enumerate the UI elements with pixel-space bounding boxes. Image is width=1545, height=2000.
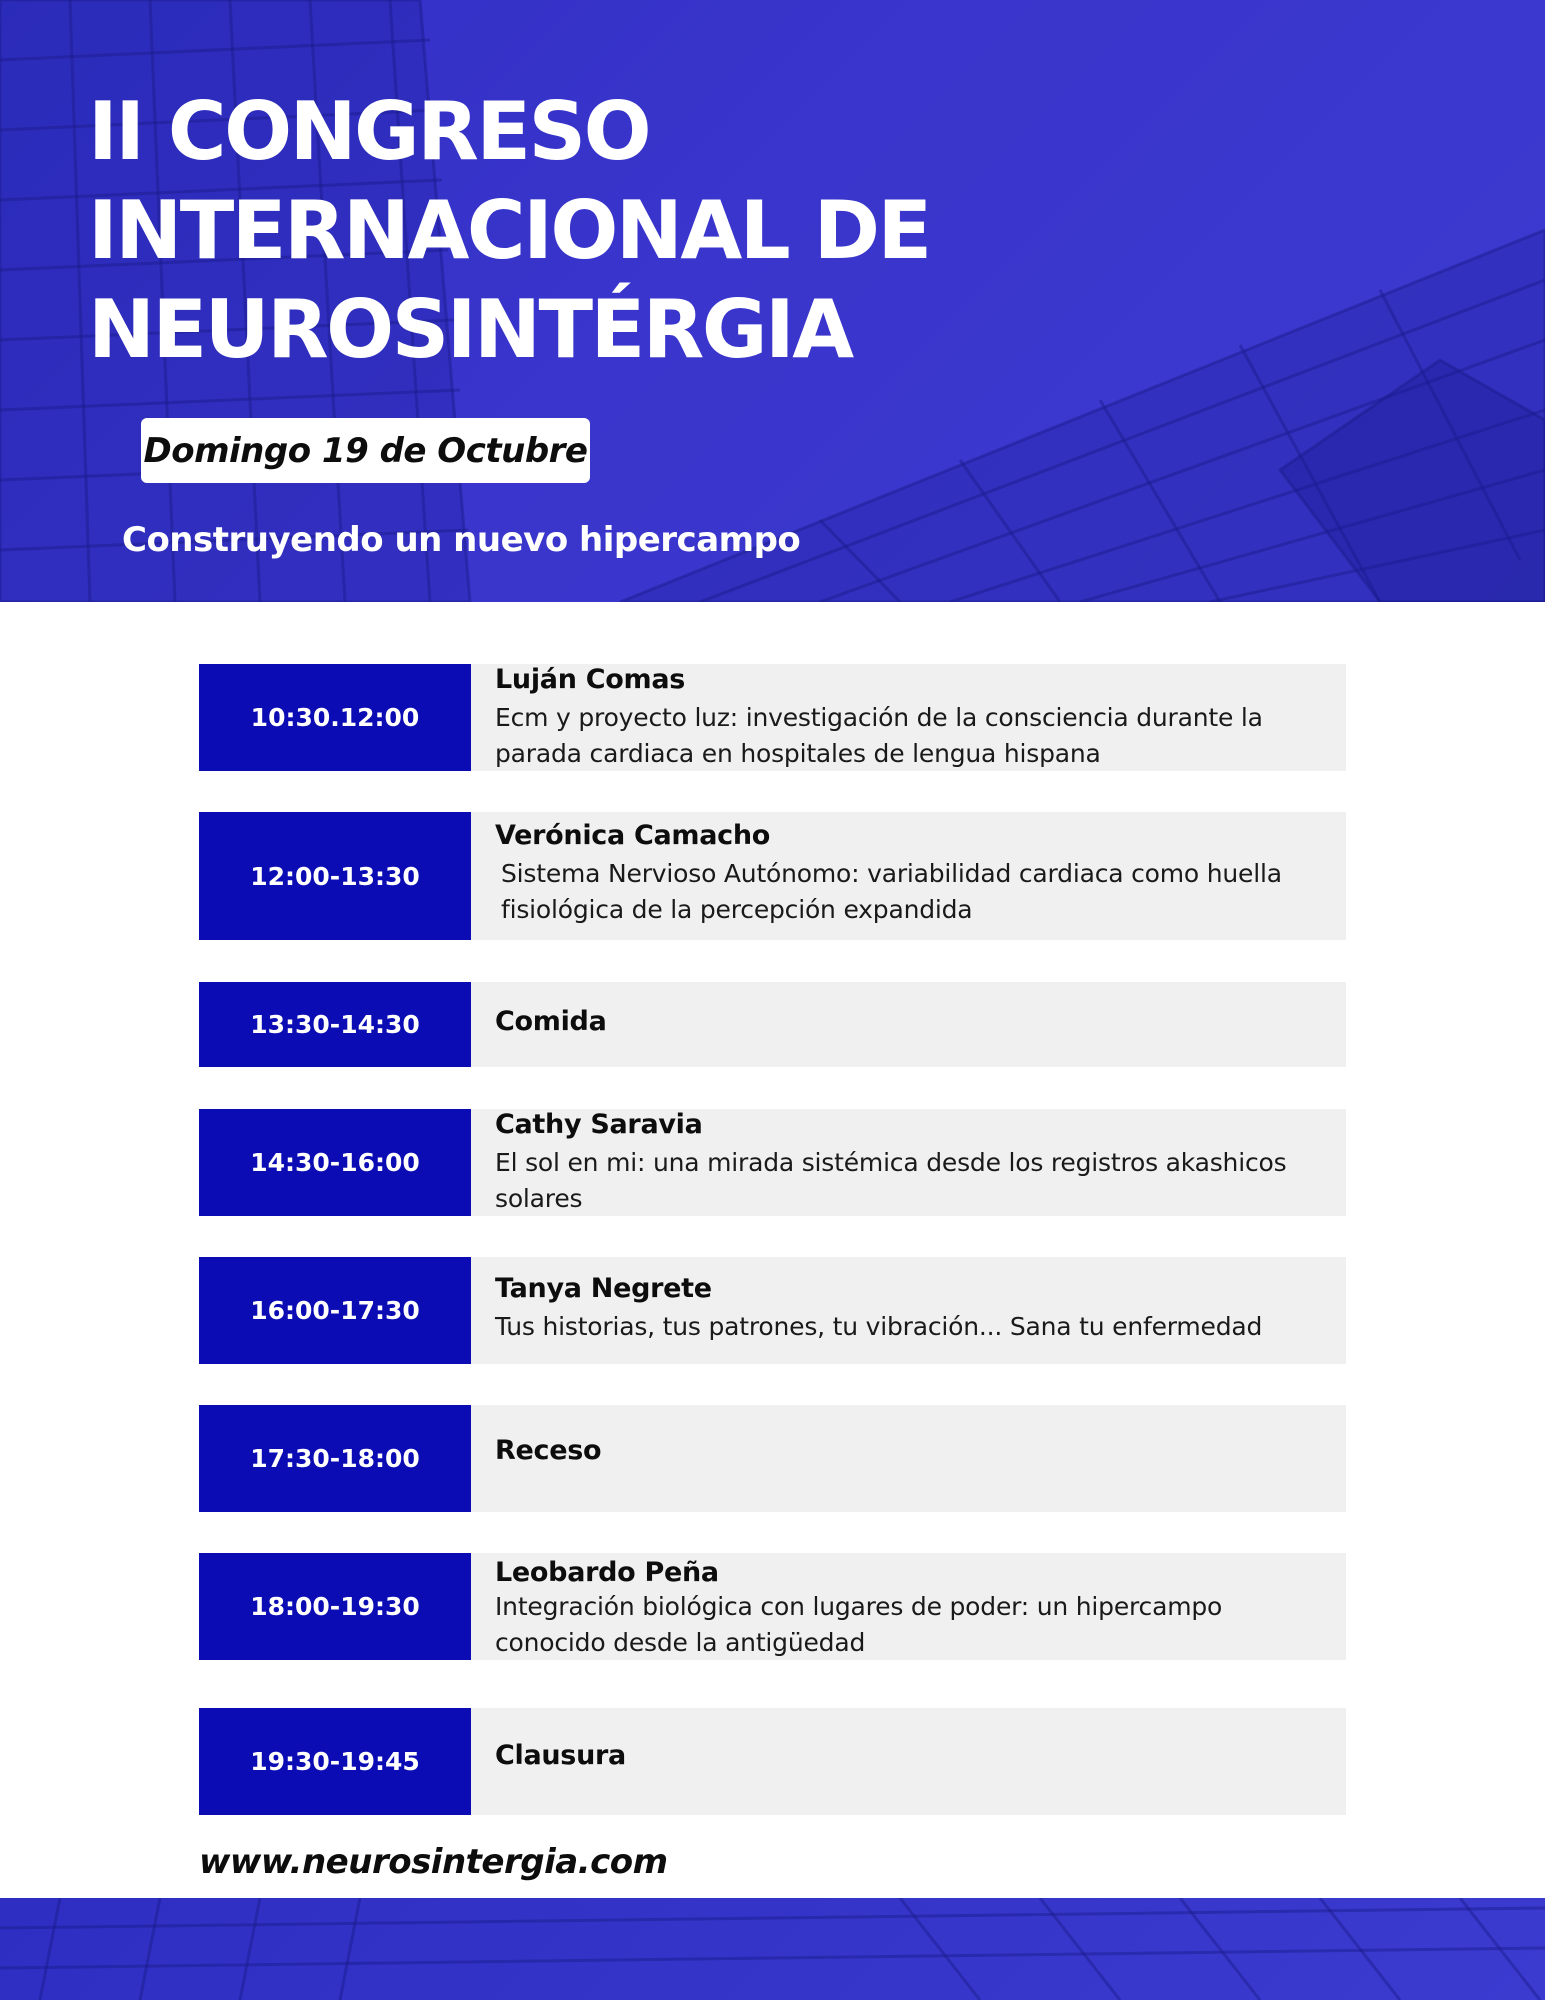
time-slot — [199, 1553, 471, 1660]
schedule-row — [199, 1257, 1346, 1364]
time-slot-text: 16:00-17:30 — [250, 1296, 420, 1325]
event-title — [88, 82, 930, 379]
talk-title: Sistema Nervioso Autónomo: variabilidad cardiaca como huella fisiológica de la percepción expandida — [501, 859, 1282, 924]
header-banner — [0, 0, 1545, 602]
speaker-name: Leobardo Peña — [495, 1557, 719, 1588]
schedule-row — [199, 664, 1346, 771]
website-link[interactable]: www.neurosintergia.com — [199, 1842, 668, 1882]
schedule-row — [199, 1553, 1346, 1660]
date-text: Domingo 19 de Octubre — [143, 430, 588, 471]
title-line-3: NEUROSINTÉRGIA — [88, 283, 852, 376]
closing-label: Clausura — [495, 1740, 626, 1771]
speaker-name: Luján Comas — [495, 664, 686, 695]
talk-title: Ecm y proyecto luz: investigación de la consciencia durante la parada cardiaca en hospitales de lengua hispana — [495, 703, 1263, 768]
time-slot — [199, 1708, 471, 1815]
title-line-1: II CONGRESO — [88, 85, 650, 178]
schedule-row — [199, 1708, 1346, 1815]
time-slot — [199, 1405, 471, 1512]
building-background-image — [0, 1898, 1545, 2000]
session-info — [471, 982, 1346, 1067]
schedule-row — [199, 812, 1346, 940]
session-info — [471, 1405, 1346, 1512]
talk-title: El sol en mi: una mirada sistémica desde los registros akashicos solares — [495, 1148, 1287, 1213]
footer-banner — [0, 1898, 1545, 2000]
talk-title: Integración biológica con lugares de poder: un hipercampo conocido desde la antigüedad — [495, 1592, 1223, 1657]
time-slot — [199, 982, 471, 1067]
session-info — [471, 1257, 1346, 1364]
time-slot-text: 17:30-18:00 — [250, 1444, 420, 1473]
session-info — [471, 1109, 1346, 1216]
speaker-name: Cathy Saravia — [495, 1109, 703, 1140]
time-slot-text: 10:30.12:00 — [250, 703, 420, 732]
time-slot-text: 12:00-13:30 — [250, 861, 420, 891]
schedule-row — [199, 1109, 1346, 1216]
time-slot-text: 14:30-16:00 — [250, 1148, 420, 1177]
time-slot — [199, 664, 471, 771]
speaker-name: Verónica Camacho — [495, 820, 771, 851]
time-slot — [199, 812, 471, 940]
time-slot — [199, 1109, 471, 1216]
date-badge — [141, 418, 590, 483]
event-subtitle: Construyendo un nuevo hipercampo — [122, 520, 801, 560]
break-label: Receso — [495, 1435, 602, 1466]
time-slot — [199, 1257, 471, 1364]
session-info — [471, 664, 1346, 771]
speaker-name: Tanya Negrete — [495, 1273, 712, 1304]
session-info — [471, 1708, 1346, 1815]
session-info — [471, 812, 1346, 940]
session-info — [471, 1553, 1346, 1660]
time-slot-text: 19:30-19:45 — [250, 1747, 420, 1776]
schedule-row — [199, 982, 1346, 1067]
talk-title: Tus historias, tus patrones, tu vibración... Sana tu enfermedad — [495, 1312, 1263, 1341]
break-label: Comida — [495, 1006, 607, 1037]
schedule-row — [199, 1405, 1346, 1512]
time-slot-text: 13:30-14:30 — [250, 1010, 420, 1039]
time-slot-text: 18:00-19:30 — [250, 1592, 420, 1621]
title-line-2: INTERNACIONAL DE — [88, 184, 930, 277]
